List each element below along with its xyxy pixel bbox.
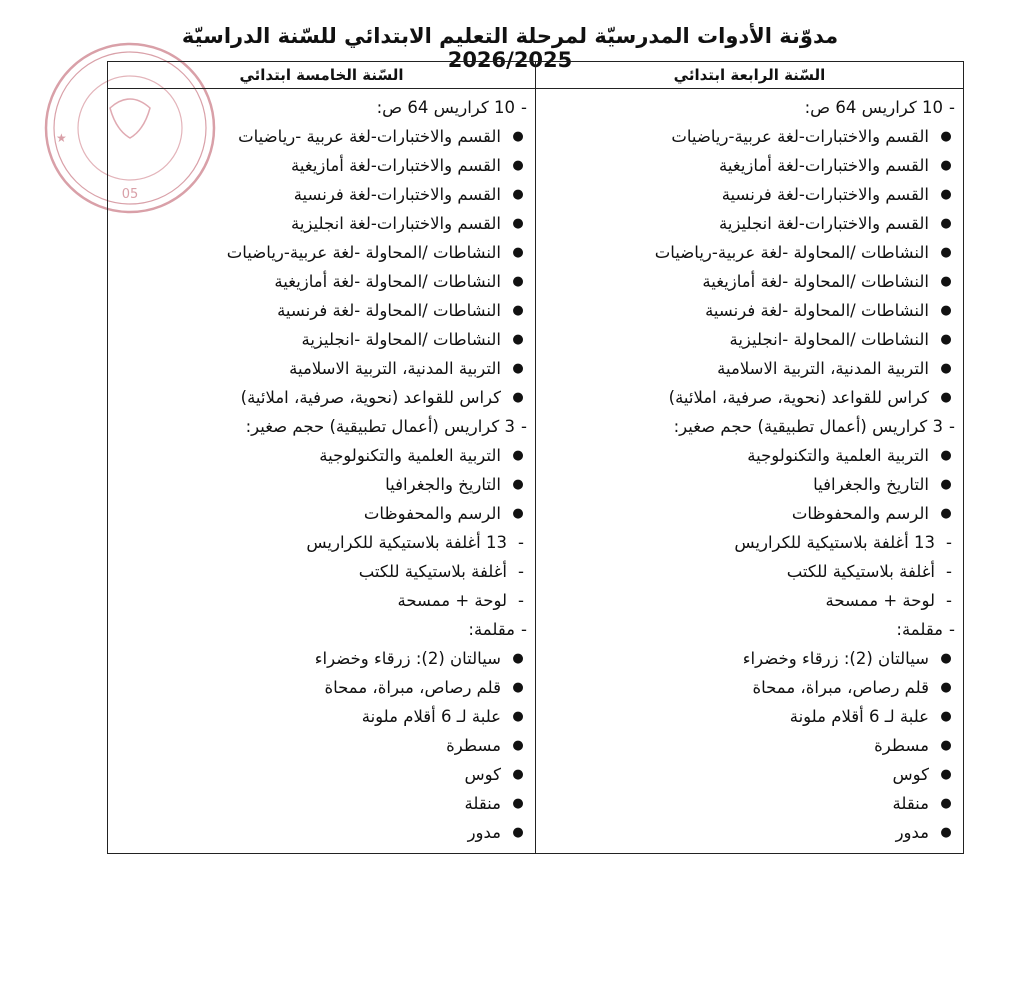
list-item-text: التربية المدنية، التربية الاسلامية: [289, 359, 501, 378]
list-item: [108, 180, 535, 209]
list-item: [108, 702, 535, 731]
bullet-icon: ●: [512, 680, 524, 695]
list-item-text: القسم والاختبارات-لغة عربية-رياضيات: [671, 127, 929, 146]
bullet-icon: ●: [940, 477, 952, 492]
bullet-icon: ●: [512, 477, 524, 492]
list-item-text: مسطرة: [874, 736, 929, 755]
list-item: [536, 470, 963, 499]
list-item: [108, 760, 535, 789]
dash-marker: -: [521, 98, 527, 117]
list-item-text: لوحة + ممسحة: [825, 591, 935, 610]
bullet-icon: ●: [940, 390, 952, 405]
list-item: [108, 151, 535, 180]
list-item-text: القسم والاختبارات-لغة فرنسية: [721, 185, 929, 204]
list-item-text: مقلمة:: [896, 620, 943, 639]
list-item: [108, 238, 535, 267]
column-header-grade5: السّنة الخامسة ابتدائي: [108, 62, 536, 89]
list-item: [536, 412, 963, 441]
bullet-icon: ●: [512, 332, 524, 347]
list-item: [108, 209, 535, 238]
list-item: [536, 499, 963, 528]
list-item-text: النشاطات /المحاولة -لغة عربية-رياضيات: [226, 243, 501, 262]
dash-marker: -: [521, 620, 527, 639]
list-item-text: القسم والاختبارات-لغة أمازيغية: [719, 156, 929, 175]
list-item-text: مدور: [467, 823, 501, 842]
list-item: [108, 644, 535, 673]
list-item: [108, 296, 535, 325]
dash-marker: -: [949, 417, 955, 436]
list-item: [108, 354, 535, 383]
list-item-text: النشاطات /المحاولة -لغة فرنسية: [277, 301, 501, 320]
bullet-icon: ●: [940, 767, 952, 782]
list-item: [108, 93, 535, 122]
dash-marker: -: [946, 533, 952, 552]
list-item-text: القسم والاختبارات-لغة أمازيغية: [291, 156, 501, 175]
list-item-text: الرسم والمحفوظات: [791, 504, 929, 523]
stamp-number: 05: [121, 187, 139, 202]
bullet-icon: ●: [512, 303, 524, 318]
list-item-text: القسم والاختبارات-لغة انجليزية: [291, 214, 501, 233]
bullet-icon: ●: [940, 448, 952, 463]
bullet-icon: ●: [512, 825, 524, 840]
bullet-icon: ●: [940, 216, 952, 231]
list-item-text: النشاطات /المحاولة -لغة عربية-رياضيات: [654, 243, 929, 262]
bullet-icon: ●: [512, 796, 524, 811]
bullet-icon: ●: [940, 129, 952, 144]
list-item-text: 13 أغلفة بلاستيكية للكراريس: [734, 533, 935, 552]
bullet-icon: ●: [512, 506, 524, 521]
list-item: [108, 122, 535, 151]
dash-marker: -: [946, 591, 952, 610]
list-item: [108, 673, 535, 702]
list-item-text: علبة لـ 6 أقلام ملونة: [789, 707, 929, 726]
list-item-text: منقلة: [464, 794, 501, 813]
list-item-text: الرسم والمحفوظات: [363, 504, 501, 523]
list-item: [536, 122, 963, 151]
list-item-text: كوس: [464, 765, 501, 784]
bullet-icon: ●: [940, 332, 952, 347]
list-item-text: كوس: [892, 765, 929, 784]
list-item: [108, 441, 535, 470]
list-item-text: علبة لـ 6 أقلام ملونة: [361, 707, 501, 726]
list-item: [108, 499, 535, 528]
list-item-text: كراس للقواعد (نحوية، صرفية، املائية): [240, 388, 501, 407]
list-item-text: مقلمة:: [468, 620, 515, 639]
list-item: [536, 267, 963, 296]
list-item-text: مدور: [895, 823, 929, 842]
supplies-table: [107, 61, 964, 854]
bullet-icon: ●: [512, 129, 524, 144]
list-item: [536, 354, 963, 383]
bullet-icon: ●: [940, 303, 952, 318]
list-item-text: التاريخ والجغرافيا: [813, 475, 929, 494]
list-item: [108, 615, 535, 644]
list-item-text: 13 أغلفة بلاستيكية للكراريس: [306, 533, 507, 552]
dash-marker: -: [949, 98, 955, 117]
list-item-text: سيالتان (2): زرقاء وخضراء: [742, 649, 929, 668]
list-item: [536, 702, 963, 731]
list-item: [108, 557, 535, 586]
bullet-icon: ●: [512, 709, 524, 724]
list-item: [108, 470, 535, 499]
list-item-text: كراس للقواعد (نحوية، صرفية، املائية): [668, 388, 929, 407]
dash-marker: -: [946, 562, 952, 581]
list-item-text: مسطرة: [446, 736, 501, 755]
list-item: [536, 789, 963, 818]
column-header-grade4: السّنة الرابعة ابتدائي: [536, 62, 964, 89]
bullet-icon: ●: [940, 796, 952, 811]
bullet-icon: ●: [512, 158, 524, 173]
list-item: [108, 586, 535, 615]
list-item: [536, 296, 963, 325]
bullet-icon: ●: [940, 274, 952, 289]
list-item: [536, 325, 963, 354]
dash-marker: -: [518, 533, 524, 552]
list-item-text: النشاطات /المحاولة -لغة أمازيغية: [702, 272, 929, 291]
bullet-icon: ●: [940, 506, 952, 521]
list-item-text: قلم رصاص، مبراة، ممحاة: [752, 678, 929, 697]
list-item-text: قلم رصاص، مبراة، ممحاة: [324, 678, 501, 697]
list-item-text: سيالتان (2): زرقاء وخضراء: [314, 649, 501, 668]
bullet-icon: ●: [940, 245, 952, 260]
dash-marker: -: [521, 417, 527, 436]
list-item-text: النشاطات /المحاولة -انجليزية: [729, 330, 929, 349]
list-item: [108, 383, 535, 412]
list-item-text: التربية المدنية، التربية الاسلامية: [717, 359, 929, 378]
list-item-text: التربية العلمية والتكنولوجية: [747, 446, 929, 465]
list-item-text: النشاطات /المحاولة -لغة أمازيغية: [274, 272, 501, 291]
list-item: [536, 441, 963, 470]
list-item-text: التاريخ والجغرافيا: [385, 475, 501, 494]
list-item: [108, 789, 535, 818]
bullet-icon: ●: [512, 767, 524, 782]
bullet-icon: ●: [512, 738, 524, 753]
bullet-icon: ●: [940, 738, 952, 753]
list-item: [536, 586, 963, 615]
bullet-icon: ●: [512, 187, 524, 202]
list-item: [108, 412, 535, 441]
list-item: [108, 528, 535, 557]
page-title: مدوّنة الأدوات المدرسيّة لمرحلة التعليم الابتدائي للسّنة الدراسيّة 2026/2025: [181, 24, 839, 72]
list-item: [536, 151, 963, 180]
list-item: [108, 731, 535, 760]
bullet-icon: ●: [512, 390, 524, 405]
list-item-text: أغلفة بلاستيكية للكتب: [786, 562, 935, 581]
list-item: [536, 673, 963, 702]
list-item: [108, 267, 535, 296]
list-item: [536, 818, 963, 847]
list-item-text: النشاطات /المحاولة -لغة فرنسية: [705, 301, 929, 320]
list-item-text: لوحة + ممسحة: [397, 591, 507, 610]
list-item: [536, 615, 963, 644]
list-item: [536, 180, 963, 209]
svg-text:★: ★: [56, 131, 67, 145]
list-item: [536, 760, 963, 789]
bullet-icon: ●: [940, 651, 952, 666]
bullet-icon: ●: [512, 361, 524, 376]
bullet-icon: ●: [512, 245, 524, 260]
dash-marker: -: [518, 562, 524, 581]
bullet-icon: ●: [940, 158, 952, 173]
bullet-icon: ●: [512, 651, 524, 666]
bullet-icon: ●: [940, 825, 952, 840]
bullet-icon: ●: [512, 274, 524, 289]
list-item-text: القسم والاختبارات-لغة عربية -رياضيات: [238, 127, 501, 146]
list-item-text: التربية العلمية والتكنولوجية: [319, 446, 501, 465]
bullet-icon: ●: [512, 448, 524, 463]
list-item: [108, 325, 535, 354]
list-item: [536, 731, 963, 760]
list-item: [536, 528, 963, 557]
list-item: [536, 209, 963, 238]
bullet-icon: ●: [940, 187, 952, 202]
list-item: [536, 383, 963, 412]
list-item-text: القسم والاختبارات-لغة فرنسية: [293, 185, 501, 204]
list-item: [536, 644, 963, 673]
bullet-icon: ●: [940, 680, 952, 695]
grade4-column: [536, 89, 964, 854]
list-item-text: 3 كراريس (أعمال تطبيقية) حجم صغير:: [245, 417, 515, 436]
bullet-icon: ●: [512, 216, 524, 231]
dash-marker: -: [949, 620, 955, 639]
grade5-column: [108, 89, 536, 854]
list-item: [536, 557, 963, 586]
list-item: [108, 818, 535, 847]
list-item: [536, 93, 963, 122]
list-item: [536, 238, 963, 267]
list-item-text: 10 كراريس 64 ص:: [804, 98, 943, 117]
dash-marker: -: [518, 591, 524, 610]
list-item-text: أغلفة بلاستيكية للكتب: [358, 562, 507, 581]
list-item-text: 10 كراريس 64 ص:: [376, 98, 515, 117]
bullet-icon: ●: [940, 709, 952, 724]
list-item-text: منقلة: [892, 794, 929, 813]
list-item-text: 3 كراريس (أعمال تطبيقية) حجم صغير:: [673, 417, 943, 436]
list-item-text: القسم والاختبارات-لغة انجليزية: [719, 214, 929, 233]
list-item-text: النشاطات /المحاولة -انجليزية: [301, 330, 501, 349]
bullet-icon: ●: [940, 361, 952, 376]
